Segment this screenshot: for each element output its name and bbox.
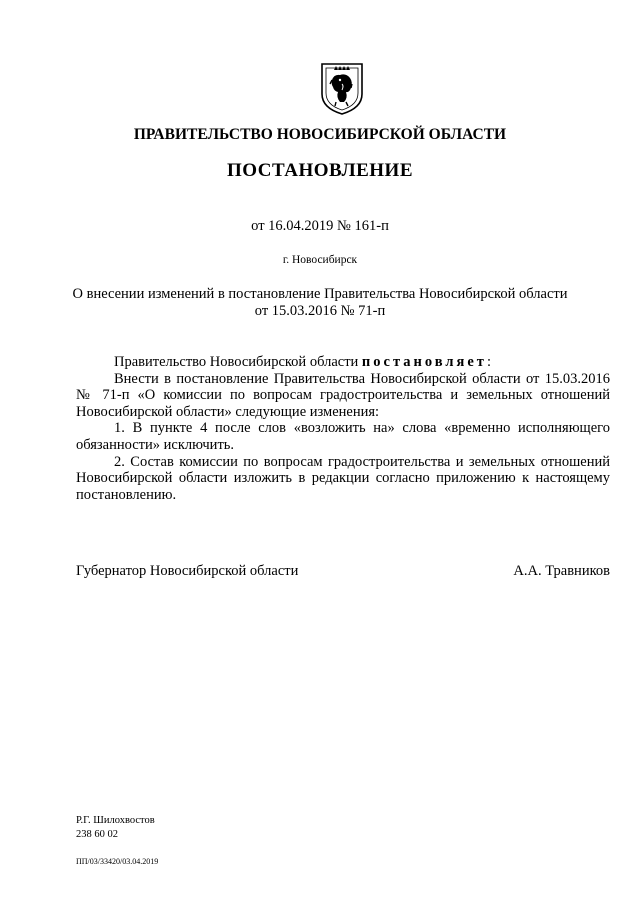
- preamble-text: Правительство Новосибирской области: [114, 354, 362, 370]
- document-city: г. Новосибирск: [282, 254, 358, 266]
- coat-of-arms-icon: [318, 60, 366, 116]
- organization-title: ПРАВИТЕЛЬСТВО НОВОСИБИРСКОЙ ОБЛАСТИ: [133, 126, 507, 143]
- body-paragraph-1: Внести в постановление Правительства Новосибирской области от 15.03.2016 № 71-п «О комиссии по вопросам градостроительства и земельных отношений Новосибирской области» следующие изменения:: [76, 370, 610, 420]
- decree-word: постановляет: [361, 354, 487, 370]
- preamble-colon: :: [486, 354, 491, 370]
- document-date-number: от 16.04.2019 № 161-п: [251, 218, 389, 234]
- subject-line-1: О внесении изменений в постановление Правительства Новосибирской области: [72, 286, 568, 302]
- executor-name: Р.Г. Шилохвостов: [76, 815, 155, 826]
- body-item-2: 2. Состав комиссии по вопросам градостроительства и земельных отношений Новосибирской области изложить в редакции согласно приложению к настоящему постановлению.: [76, 453, 610, 503]
- document-type-title: ПОСТАНОВЛЕНИЕ: [226, 160, 414, 181]
- signatory-name: А.А. Травников: [513, 563, 610, 579]
- executor-phone: 238 60 02: [76, 829, 118, 840]
- subject-line-2: от 15.03.2016 № 71-п: [254, 303, 386, 319]
- signatory-title: Губернатор Новосибирской области: [76, 563, 299, 579]
- document-code: ПП/03/33420/03.04.2019: [76, 857, 159, 866]
- preamble-paragraph: [76, 354, 610, 371]
- body-item-1: 1. В пункте 4 после слов «возложить на» слова «временно исполняющего обязанности» исключить.: [76, 420, 610, 453]
- document-body: [76, 354, 610, 503]
- document-subject: [0, 286, 640, 320]
